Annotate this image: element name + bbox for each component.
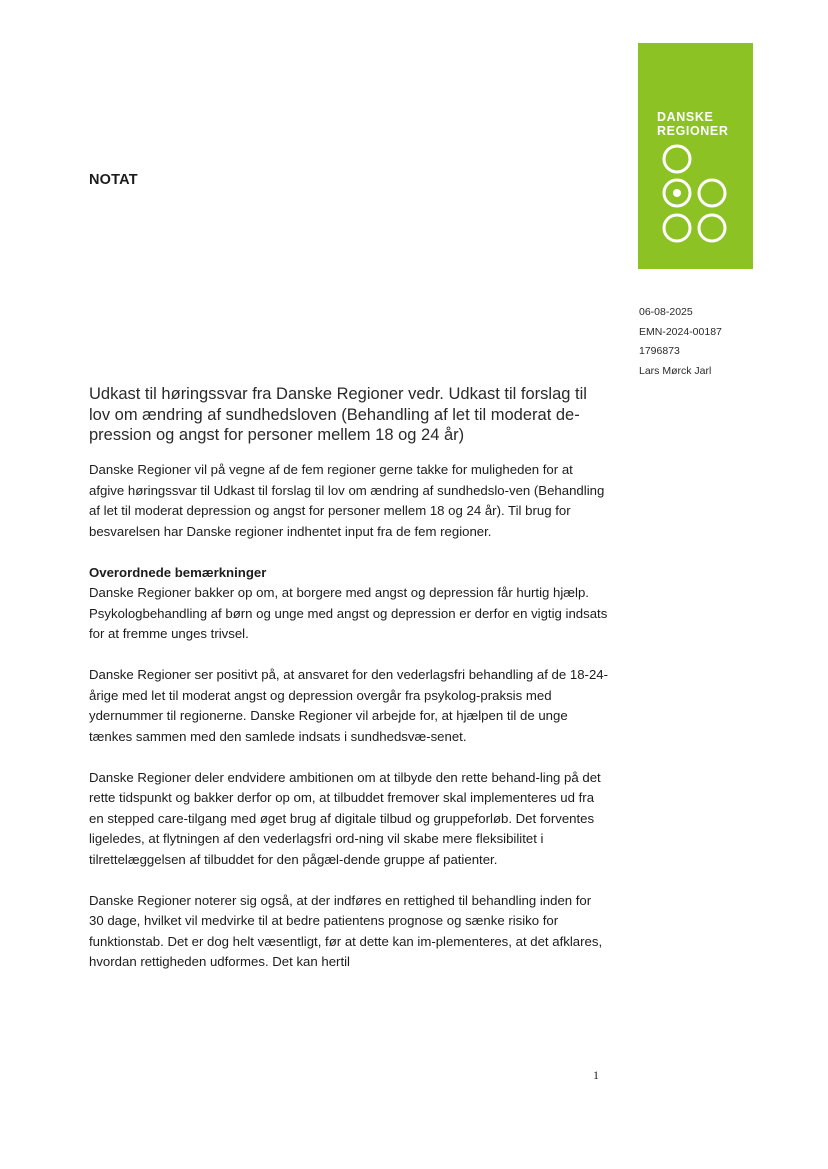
page-number: 1 — [593, 1068, 599, 1082]
body-paragraph: Danske Regioner deler endvidere ambitionen om at tilbyde den rette behand-ling på det rette tidspunkt og bakker derfor op om, at tilbuddet fremover skal implementeres ud fra en stepped care-tilgang med øget brug af digitale tilbud og gruppeforløb. Det forventes ligeledes, at flytningen af den vederlagsfri ord-ning vil skabe mere fleksibilitet i tilrettelæggelsen af tilbuddet for den pågæl-dende gruppe af patienter. — [89, 769, 601, 867]
body-paragraph: Danske Regioner bakker op om, at borgere med angst og depression får hurtig hjælp. Psykologbehandling af børn og unge med angst og depression er derfor en vigtig indsats for at fremme unges trivsel. — [89, 585, 608, 641]
document-metadata — [639, 303, 722, 381]
case-number: EMN-2024-00187 — [639, 325, 722, 338]
document-type-label: NOTAT — [89, 172, 138, 188]
danske-regioner-logo — [638, 43, 753, 269]
document-date: 06-08-2025 — [639, 306, 693, 318]
five-circles-logo-icon — [638, 43, 753, 269]
logo-wordmark-line2: REGIONER — [657, 124, 729, 138]
document-body — [89, 460, 609, 993]
body-paragraph: Danske Regioner noterer sig også, at der indføres en rettighed til behandling inden for 30 dage, hvilket vil medvirke til at bedre patientens prognose og sænke risiko for funktionstab. Det er dog helt væsentligt, før at dette kan im-plementeres, at det afklares, hvordan rettigheden udformes. Det kan hertil — [89, 892, 603, 969]
author-name: Lars Mørck Jarl — [639, 364, 712, 377]
body-paragraph: Danske Regioner ser positivt på, at ansvaret for den vederlagsfri behandling af de 18-24-årige med let til moderat angst og depression overgår fra psykolog-praksis med ydernummer til regionerne. Danske Regioner vil arbejde for, at hjælpen til de unge tænkes sammen med den samlede indsats i sundhedsvæ-senet. — [89, 667, 609, 744]
document-number: 1796873 — [639, 345, 680, 357]
logo-wordmark-line1: DANSKE — [657, 110, 714, 124]
document-title: Udkast til høringssvar fra Danske Regioner vedr. Udkast til forslag til lov om ændring af sundhedsloven (Behandling af let til moderat de-pression og angst for personer mellem 18 og 24 år) — [89, 385, 587, 444]
section-heading: Overordnede bemærkninger — [89, 564, 267, 580]
intro-paragraph: Danske Regioner vil på vegne af de fem regioner gerne takke for muligheden for at afgive høringssvar til Udkast til forslag til lov om ændring af sundhedslo-ven (Behandling af let til moderat depression og angst for personer mellem 18 og 24 år). Til brug for besvarelsen har Danske regioner indhentet input fra de fem regioner. — [89, 462, 605, 539]
